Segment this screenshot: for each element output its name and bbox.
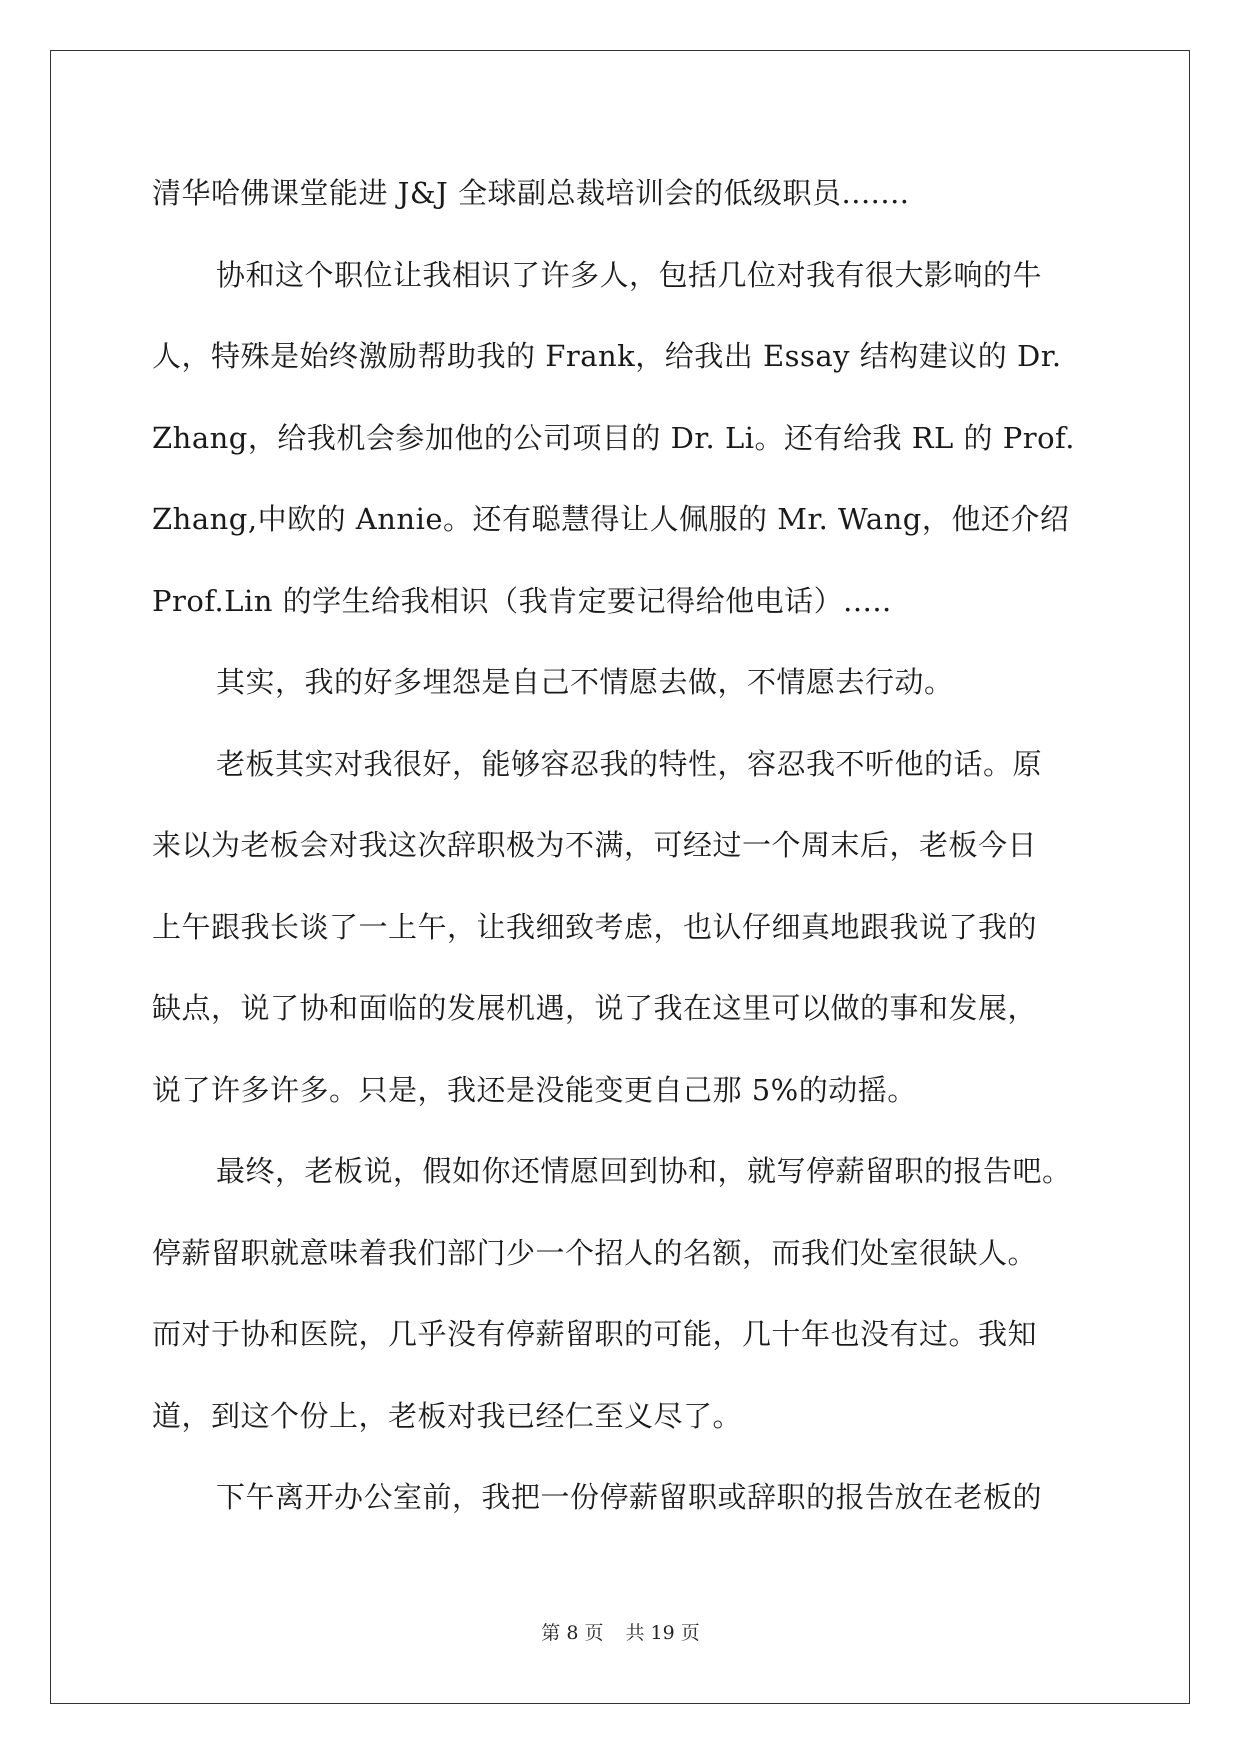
text-line: 而对于协和医院，几乎没有停薪留职的可能，几十年也没有过。我知 xyxy=(152,1317,1038,1351)
text-line: 上午跟我长谈了一上午，让我细致考虑，也认仔细真地跟我说了我的 xyxy=(152,909,1038,944)
text-line: 来以为老板会对我这次辞职极为不满，可经过一个周末后，老板今日 xyxy=(152,828,1038,862)
text-line: Zhang，给我机会参加他的公司项目的 Dr. Li。还有给我 RL 的 Prof. xyxy=(152,420,1075,455)
text-line: 人，特殊是始终激励帮助我的 Frank，给我出 Essay 结构建议的 Dr. xyxy=(152,339,1062,373)
text-line: 老板其实对我很好，能够容忍我的特性，容忍我不听他的话。原 xyxy=(216,746,1043,781)
text-line: 下午离开办公室前，我把一份停薪留职或辞职的报告放在老板的 xyxy=(216,1480,1043,1514)
text-line: 最终，老板说，假如你还情愿回到协和，就写停薪留职的报告吧。 xyxy=(216,1154,1072,1188)
text-line: 停薪留职就意味着我们部门少一个招人的名额，而我们处室很缺人。 xyxy=(152,1235,1038,1270)
text-line: Prof.Lin 的学生给我相识（我肯定要记得给他电话）..... xyxy=(152,583,892,618)
text-line: 清华哈佛课堂能进 J&J 全球副总裁培训会的低级职员....... xyxy=(152,176,910,210)
text-line: 道，到这个份上，老板对我已经仁至义尽了。 xyxy=(152,1398,743,1433)
text-line: 缺点，说了协和面临的发展机遇，说了我在这里可以做的事和发展， xyxy=(152,991,1038,1025)
document-body xyxy=(152,163,1112,1549)
page-footer xyxy=(0,1618,1241,1645)
text-line: 协和这个职位让我相识了许多人，包括几位对我有很大影响的牛 xyxy=(216,257,1043,292)
text-line: 说了许多许多。只是，我还是没能变更自己那 5%的动摇。 xyxy=(152,1072,917,1107)
text-line: Zhang,中欧的 Annie。还有聪慧得让人佩服的 Mr. Wang，他还介绍 xyxy=(152,502,1070,536)
text-line: 其实，我的好多埋怨是自己不情愿去做，不情愿去行动。 xyxy=(216,665,954,699)
page-number: 第 8 页 xyxy=(541,1622,604,1644)
page-total: 共 19 页 xyxy=(625,1622,700,1644)
